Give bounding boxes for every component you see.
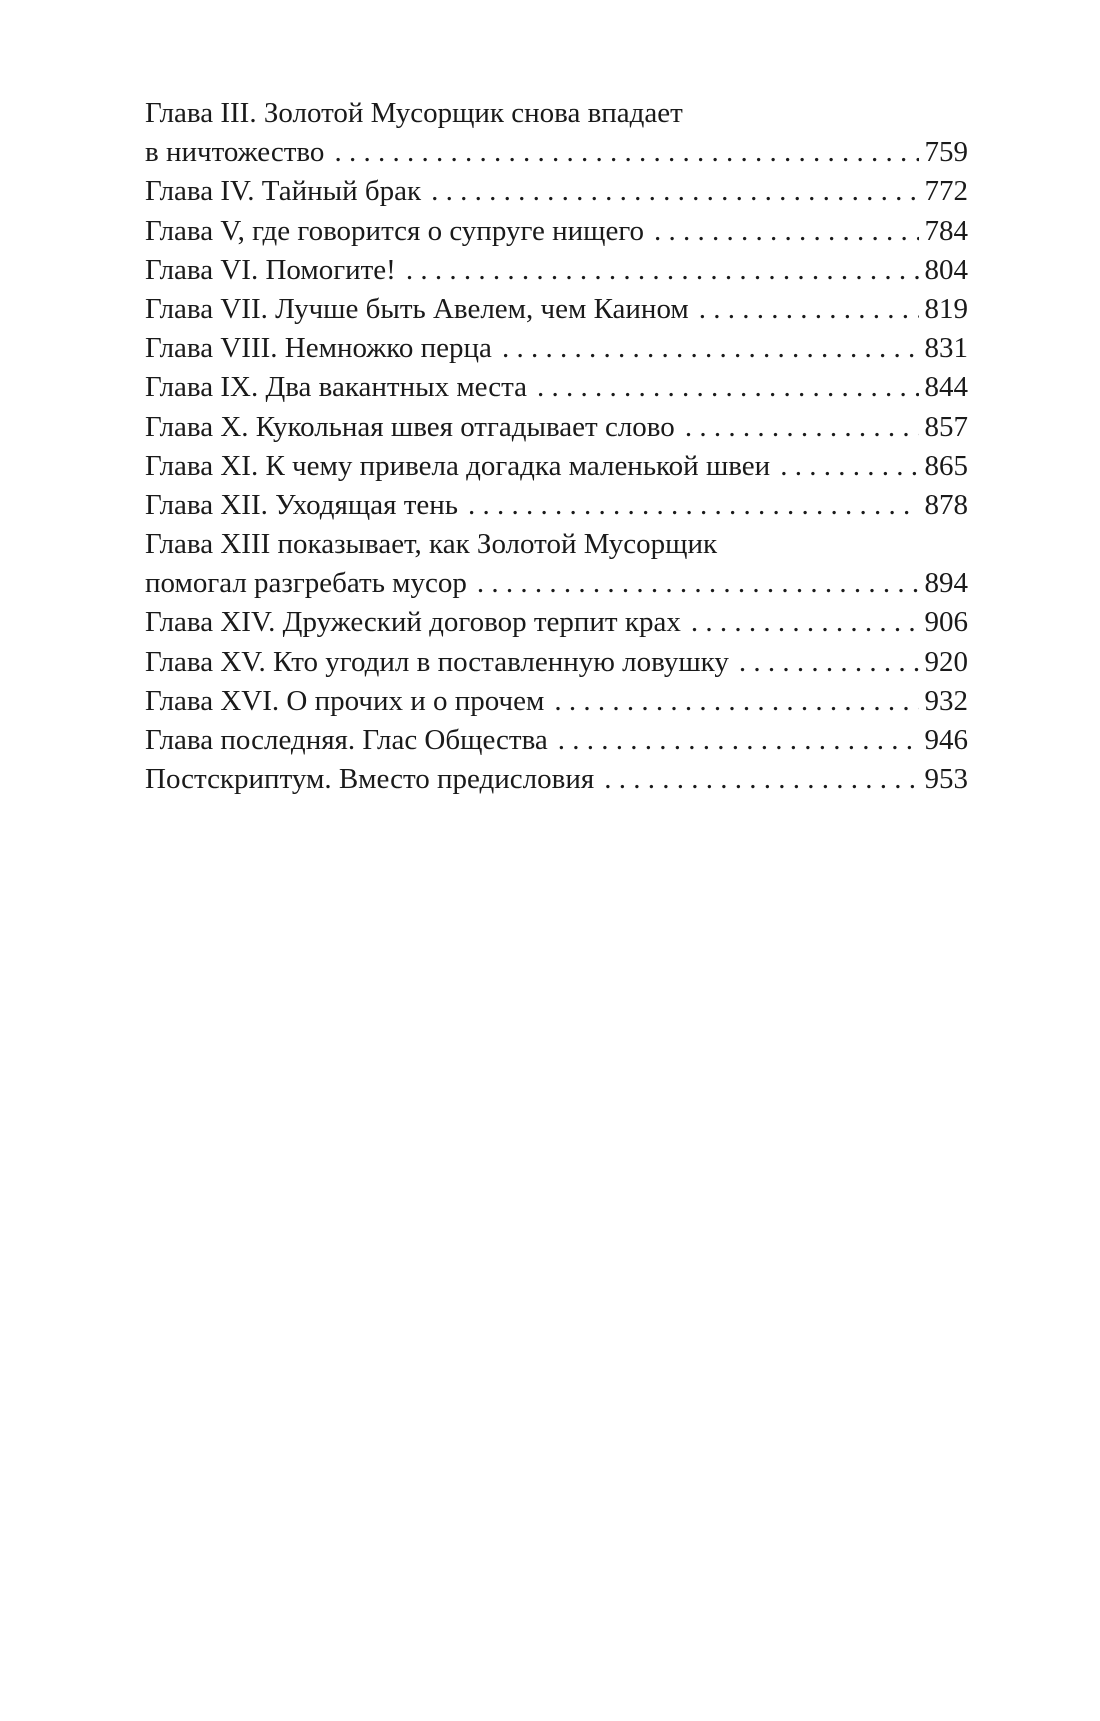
- toc-entry-chapter-16[interactable]: [145, 682, 968, 721]
- toc-entry-chapter-14[interactable]: [145, 603, 968, 642]
- toc-entry-chapter-13[interactable]: [145, 525, 968, 603]
- toc-entry-title: Глава VIII. Немножко перца: [145, 332, 492, 365]
- toc-entry-title: Глава XVI. О прочих и о прочем: [145, 684, 545, 717]
- toc-entry-title: помогал разгребать мусор: [145, 567, 467, 600]
- toc-entry-chapter-11[interactable]: [145, 447, 968, 486]
- toc-entry-chapter-5[interactable]: [145, 212, 968, 251]
- toc-entry-title: Постскриптум. Вместо предисловия: [145, 763, 595, 796]
- toc-entry-page-number: 920: [924, 645, 968, 678]
- toc-entry-page-number: 894: [924, 567, 968, 600]
- dot-leader: [406, 251, 919, 290]
- toc-entry-postscript[interactable]: [145, 760, 968, 799]
- dot-leader: [604, 760, 918, 799]
- toc-entry-page-number: 932: [924, 684, 968, 717]
- dot-leader: [334, 133, 918, 172]
- dot-leader: [554, 682, 918, 721]
- toc-entry-page-number: 857: [924, 410, 968, 443]
- dot-leader: [502, 329, 919, 368]
- dot-leader: [699, 290, 919, 329]
- toc-entry-page-number: 844: [924, 371, 968, 404]
- dot-leader: [468, 486, 919, 525]
- dot-leader: [685, 408, 919, 447]
- toc-entry-chapter-15[interactable]: [145, 643, 968, 682]
- toc-entry-chapter-4[interactable]: [145, 172, 968, 211]
- toc-entry-chapter-7[interactable]: [145, 290, 968, 329]
- dot-leader: [477, 564, 919, 603]
- toc-entry-last-chapter[interactable]: [145, 721, 968, 760]
- toc-entry-chapter-8[interactable]: [145, 329, 968, 368]
- toc-entry-page-number: 953: [924, 763, 968, 796]
- toc-entry-title: Глава XV. Кто угодил в поставленную ловушку: [145, 645, 729, 678]
- toc-entry-title-line-1: Глава III. Золотой Мусорщик снова впадает: [145, 97, 683, 129]
- toc-entry-title: Глава X. Кукольная швея отгадывает слово: [145, 410, 675, 443]
- dot-leader: [431, 172, 918, 211]
- toc-entry-title: Глава IX. Два вакантных места: [145, 371, 528, 404]
- dot-leader: [739, 643, 919, 682]
- toc-entry-title: в ничтожество: [145, 136, 325, 169]
- toc-entry-page-number: 946: [924, 724, 968, 756]
- toc-entry-page-number: 759: [924, 136, 968, 169]
- toc-entry-page-number: 831: [924, 332, 968, 365]
- toc-entry-chapter-6[interactable]: [145, 251, 968, 290]
- table-of-contents: [145, 94, 968, 799]
- toc-entry-page-number: 784: [924, 214, 968, 247]
- toc-entry-title: Глава VII. Лучше быть Авелем, чем Каином: [145, 292, 689, 325]
- toc-entry-page-number: 819: [924, 292, 968, 325]
- toc-entry-chapter-3[interactable]: [145, 94, 968, 172]
- toc-entry-title: Глава V, где говорится о супруге нищего: [145, 214, 644, 247]
- toc-entry-page-number: 804: [924, 253, 968, 286]
- toc-entry-chapter-12[interactable]: [145, 486, 968, 525]
- toc-entry-title: Глава XIV. Дружеский договор терпит крах: [145, 606, 681, 639]
- toc-entry-title: Глава VI. Помогите!: [145, 253, 396, 286]
- toc-entry-title-line-1: Глава XIII показывает, как Золотой Мусорщик: [145, 528, 718, 561]
- toc-entry-title: Глава XI. К чему привела догадка маленькой швеи: [145, 449, 771, 482]
- toc-entry-title: Глава последняя. Глас Общества: [145, 724, 548, 756]
- toc-entry-page-number: 878: [924, 488, 968, 521]
- toc-entry-chapter-9[interactable]: [145, 368, 968, 407]
- toc-entry-page-number: 772: [924, 175, 968, 208]
- toc-entry-title: Глава XII. Уходящая тень: [145, 488, 458, 521]
- toc-entry-title: Глава IV. Тайный брак: [145, 175, 422, 208]
- dot-leader: [691, 603, 919, 642]
- toc-entry-page-number: 906: [924, 606, 968, 639]
- toc-entry-chapter-10[interactable]: [145, 408, 968, 447]
- dot-leader: [654, 212, 919, 251]
- dot-leader: [558, 721, 919, 760]
- dot-leader: [537, 368, 918, 407]
- toc-entry-page-number: 865: [924, 449, 968, 482]
- dot-leader: [780, 447, 918, 486]
